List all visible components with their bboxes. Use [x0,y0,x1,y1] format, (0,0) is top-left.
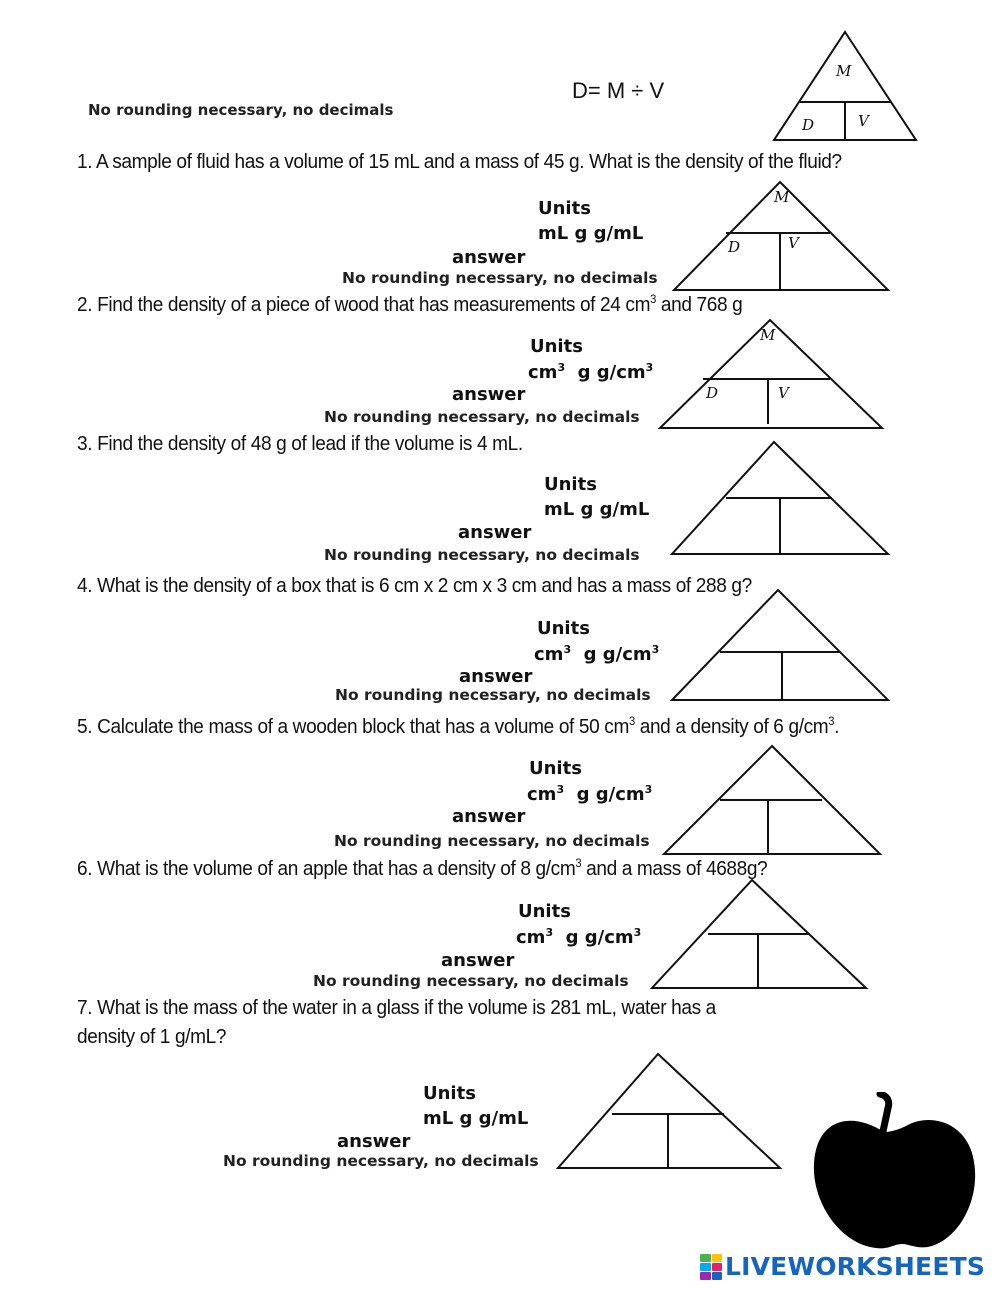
density-triangle-5 [662,744,882,856]
units-options: $cm^3$ g $g/cm^3$ [534,643,660,665]
liveworksheets-logo [700,1252,985,1281]
question-3: 3. Find the density of 48 g of lead if the volume is 4 mL. [77,432,523,455]
units-options: $cm^3$ g $g/cm^3$ [516,926,642,948]
density-triangle-2 [658,318,884,430]
rounding-note: No rounding necessary, no decimals [313,972,629,990]
rounding-note: No rounding necessary, no decimals [342,269,658,287]
answer-label: answer [458,522,532,543]
density-triangle-4 [670,588,890,702]
question-2: 2. Find the density of a piece of wood that has measurements of 24 $cm^3$ and 768 g [77,292,743,316]
units-title: Units [530,336,583,357]
question-number: 1. [77,150,93,173]
units-options: $cm^3$ g $g/cm^3$ [528,361,654,383]
units-title: Units [423,1083,476,1104]
rounding-note: No rounding necessary, no decimals [223,1152,539,1170]
triangle-label-v: V [788,234,799,252]
density-triangle-header [772,30,918,142]
units-options: mL g g/mL [423,1108,529,1129]
answer-label: answer [337,1131,411,1152]
brand-icon [700,1254,722,1280]
units-options: mL g g/mL [544,499,650,520]
triangle-label-d: D [802,116,815,134]
question-4: 4. What is the density of a box that is 6 cm x 2 cm x 3 cm and has a mass of 288 g? [77,574,752,597]
question-6: 6. What is the volume of an apple that has a density of 8 $g/cm^3$ and a mass of 4688g? [77,856,768,880]
units-title: Units [544,474,597,495]
answer-label: answer [452,384,526,405]
units-title: Units [538,198,591,219]
answer-label: answer [459,666,533,687]
triangle-label-d: D [706,384,719,402]
units-options: $cm^3$ g $g/cm^3$ [527,783,653,805]
density-triangle-3 [670,440,890,556]
question-1 [77,150,842,174]
triangle-label-d: D [728,238,741,256]
units-title: Units [537,618,590,639]
triangle-label-m: M [836,62,852,80]
rounding-note: No rounding necessary, no decimals [324,546,640,564]
units-title: Units [529,758,582,779]
answer-label: answer [452,806,526,827]
triangle-label-m: M [760,326,776,344]
apple-icon [810,1092,980,1252]
density-triangle-7 [556,1052,782,1170]
triangle-label-v: V [858,112,869,130]
answer-label: answer [452,247,526,268]
rounding-note: No rounding necessary, no decimals [335,686,651,704]
question-text: A sample of fluid has a volume of 15 mL and a mass of 45 g. What is the density of the fluid? [96,150,842,173]
rounding-note: No rounding necessary, no decimals [324,408,640,426]
density-formula: D= M ÷ V [572,78,665,103]
triangle-label-v: V [778,384,789,402]
question-5: 5. Calculate the mass of a wooden block that has a volume of 50 $cm^3$ and a density of 6 $g/cm^3$. [77,714,840,738]
brand-name: LIVEWORKSHEETS [725,1252,986,1281]
rounding-note: No rounding necessary, no decimals [334,832,650,850]
answer-label: answer [441,950,515,971]
triangle-label-m: M [774,188,790,206]
density-triangle-6 [650,878,868,990]
density-triangle-1 [672,180,890,292]
units-options: mL g g/mL [538,223,644,244]
question-7: 7. What is the mass of the water in a glass if the volume is 281 mL, water has a [77,996,716,1019]
units-title: Units [518,901,571,922]
header-instruction: No rounding necessary, no decimals [88,101,394,119]
question-7-continued: density of 1 g/mL? [77,1025,227,1048]
